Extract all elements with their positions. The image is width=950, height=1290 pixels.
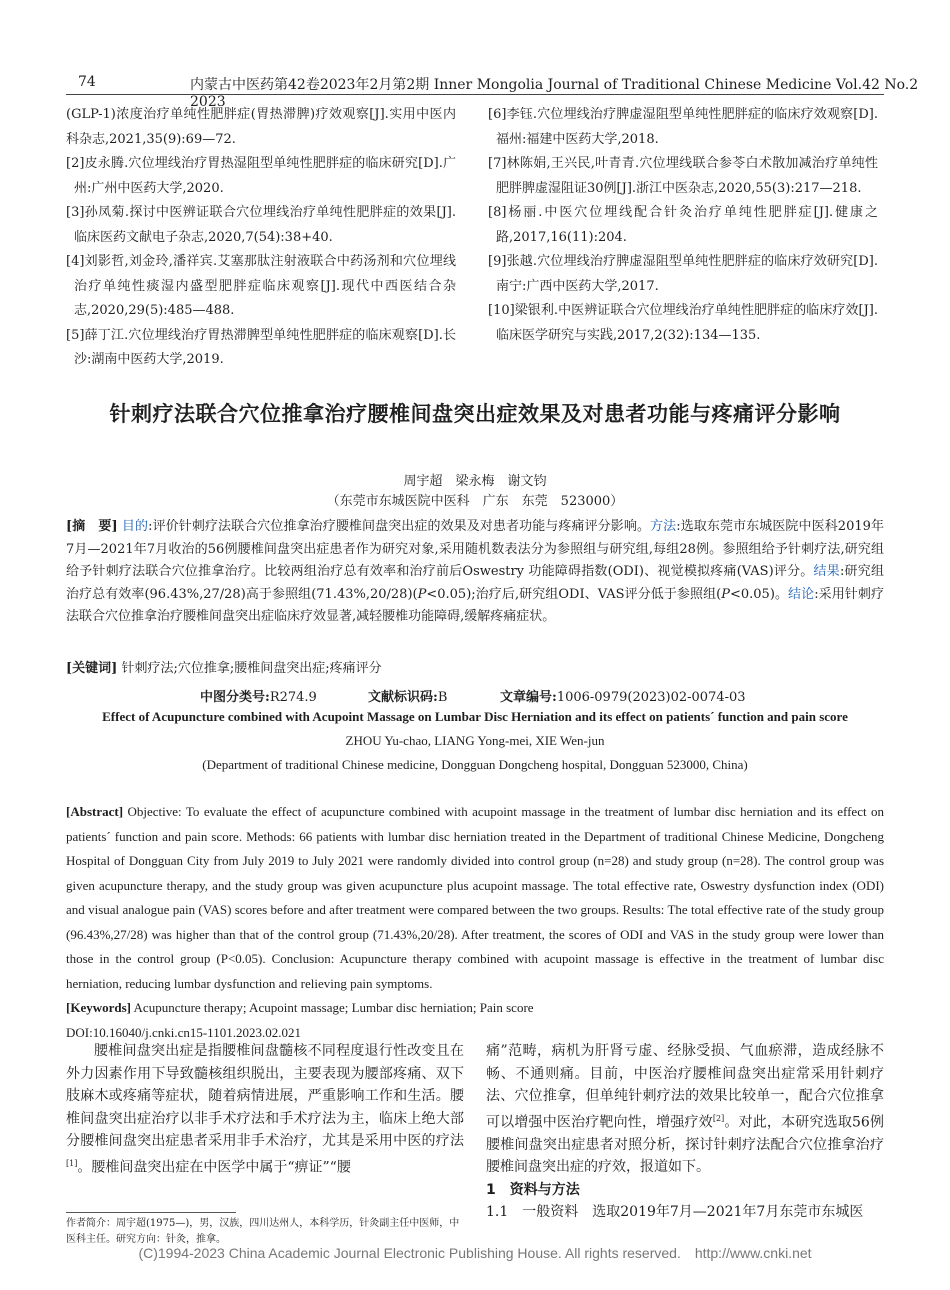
body-text: 痛”范畴，病机为肝肾亏虚、经脉受损、气血瘀滞，造成经脉不畅、不通则痛。目前，中医治疗腰椎间盘突出症常采用针刺疗法、穴位推拿，但单纯针刺疗法的效果比较单一，配合穴位推拿可以增强中医治疗靶向性，增强疗效 — [486, 1043, 884, 1131]
keywords-en-label: [Keywords] — [66, 1000, 131, 1015]
objective-label: 目的 — [121, 519, 149, 534]
doi: DOI:10.16040/j.cnki.cn15-1101.2023.02.021 — [66, 1024, 301, 1040]
citation: [2] — [712, 1113, 725, 1123]
reference-item: [6]李钰.穴位埋线治疗脾虚湿阻型单纯性肥胖症的临床疗效观察[D].福州:福建中医药大学,2018. — [488, 107, 878, 147]
body-text: 腰椎间盘突出症是指腰椎间盘髓核不同程度退行性改变且在外力因素作用下导致髓核组织脱出，主要表现为腰部疼痛、双下肢麻木或疼痛等症状，随着病情进展，严重影响工作和生活。腰椎间盘突出症治疗以非手术疗法和手术疗法为主，临床上绝大部分腰椎间盘突出症患者采用非手术治疗，尤其是采用中医的疗法 — [66, 1043, 464, 1149]
article-title: 针刺疗法联合穴位推拿治疗腰椎间盘突出症效果及对患者功能与疼痛评分影响 — [109, 402, 841, 426]
results-text: <0.05)。 — [729, 586, 789, 602]
reference-item: [7]林陈娟,王兴民,叶青青.穴位埋线联合参苓白术散加减治疗单纯性肥胖脾虚湿阻证30例[J].浙江中医杂志,2020,55(3):217—218. — [488, 156, 878, 196]
clc-number: 中图分类号:R274.9 — [200, 690, 317, 705]
keywords-text: 针刺疗法;穴位推拿;腰椎间盘突出症;疼痛评分 — [121, 661, 382, 676]
reference-item: [5]薛丁江.穴位埋线治疗胃热滞脾型单纯性肥胖症的临床观察[D].长沙:湖南中医药大学,2019. — [66, 327, 456, 367]
conclusion-label: 结论 — [788, 586, 815, 602]
objective-text: :评价针刺疗法联合穴位推拿治疗腰椎间盘突出症的效果及对患者功能与疼痛评分影响。 — [148, 519, 651, 534]
citation: [1] — [66, 1158, 78, 1168]
section-heading: 1 资料与方法 — [486, 1181, 580, 1198]
keywords-cn — [66, 657, 884, 676]
keywords-label: [关键词] — [66, 661, 118, 676]
running-header: 内蒙古中医药第42卷2023年2月第2期 Inner Mongolia Journal of Traditional Chinese Medicine Vol.42 No.2 2023 — [190, 77, 919, 110]
abstract-en-label: [Abstract] — [66, 804, 124, 819]
results-label: 结果 — [813, 564, 840, 579]
affiliation: （东莞市东城医院中医科 广东 东莞 523000） — [326, 494, 624, 509]
reference-item: (GLP-1)浓度治疗单纯性肥胖症(胃热滞脾)疗效观察[J].实用中医内科杂志,2021,35(9):69—72. — [66, 107, 456, 147]
p-symbol: P — [721, 586, 730, 602]
abstract-cn — [66, 516, 884, 629]
body-text: 。对此，本研究选取56例腰椎间盘突出症患者对照分析，探讨针刺疗法配合穴位推拿治疗腰椎间盘突出症的疗效，报道如下。 — [486, 1114, 884, 1176]
article-number: 文章编号:1006-0979(2023)02-0074-03 — [500, 690, 746, 705]
footnote-rule — [66, 1212, 236, 1213]
results-text: <0.05);治疗后,研究组ODI、VAS评分低于参照组( — [426, 586, 722, 602]
body-right — [486, 1040, 884, 1224]
reference-item: [10]梁银利.中医辨证联合穴位埋线治疗单纯性肥胖症的临床疗效[J].临床医学研究与实践,2017,2(32):134—135. — [488, 303, 878, 343]
document-code: 文献标识码:B — [368, 690, 448, 705]
body-text: 。腰椎间盘突出症在中医学中属于“痹证”“腰 — [77, 1159, 351, 1176]
conclusion-text: :采用针刺疗法联合穴位推拿治疗腰椎间盘突出症临床疗效显著,减轻腰椎功能障碍,缓解疼痛症状。 — [66, 586, 884, 624]
reference-item: [3]孙凤菊.探讨中医辨证联合穴位埋线治疗单纯性肥胖症的效果[J].临床医药文献电子杂志,2020,7(54):38+40. — [66, 205, 456, 245]
author-footnote: 作者简介：周宇超(1975—)，男，汉族，四川达州人，本科学历，针灸副主任中医师，中医科主任。研究方向：针灸，推拿。 — [66, 1218, 460, 1245]
keywords-en-text: Acupuncture therapy; Acupoint massage; Lumbar disc herniation; Pain score — [133, 1000, 534, 1015]
page-number: 74 — [78, 74, 96, 90]
body-left — [66, 1040, 464, 1179]
english-affiliation: (Department of traditional Chinese medicine, Dongguan Dongcheng hospital, Dongguan 523000, China) — [202, 757, 748, 772]
reference-item: [2]皮永腾.穴位埋线治疗胃热湿阻型单纯性肥胖症的临床研究[D].广州:广州中医药大学,2020. — [66, 156, 456, 196]
english-authors: ZHOU Yu-chao, LIANG Yong-mei, XIE Wen-jun — [345, 733, 605, 748]
abstract-label: [摘 要] — [66, 519, 118, 534]
reference-item: [4]刘影哲,刘金玲,潘祥宾.艾塞那肽注射液联合中药汤剂和穴位埋线治疗单纯性痰湿内盛型肥胖症临床观察[J].现代中西医结合杂志,2020,29(5):485—488. — [66, 254, 456, 318]
reference-item: [9]张越.穴位埋线治疗脾虚湿阻型单纯性肥胖症的临床疗效研究[D].南宁:广西中医药大学,2017. — [488, 254, 878, 294]
reference-item: [8]杨丽.中医穴位埋线配合针灸治疗单纯性肥胖症[J].健康之路,2017,16(11):204. — [488, 205, 878, 245]
methods-label: 方法 — [650, 519, 677, 534]
p-symbol: P — [417, 586, 427, 602]
methods-text: :选取东莞市东城医院中医科2019年7月—2021年7月收治的56例腰椎间盘突出症患者作为研究对象,采用随机数表法分为参照组与研究组,每组28例。参照组给予针刺疗法,研究组给予针刺疗法联合穴位推拿治疗。比较两组治疗总有效率和治疗前后Oswestry 功能障碍指数(ODI)、视觉模拟疼痛(VAS)评分。 — [66, 519, 884, 579]
copyright-footer: (C)1994-2023 China Academic Journal Electronic Publishing House. All rights reserved. http://www.cnki.net — [138, 1245, 812, 1261]
keywords-en — [66, 996, 884, 1021]
english-title: Effect of Acupuncture combined with Acupoint Massage on Lumbar Disc Herniation and its effect on patients´ function and pain score — [102, 709, 848, 724]
results-text: :研究组治疗总有效率(96.43%,27/28)高于参照组(71.43%,20/28)( — [66, 564, 884, 602]
subsection-text: 1.1 一般资料 选取2019年7月—2021年7月东莞市东城医 — [486, 1204, 864, 1221]
abstract-en — [66, 800, 884, 1045]
header-rule — [66, 94, 884, 95]
authors: 周宇超 梁永梅 谢文钧 — [403, 474, 547, 489]
abstract-en-text: Objective: To evaluate the effect of acupuncture combined with acupoint massage in the treatment of lumbar disc herniation and its effect on patients´ function and pain score. Methods: 66 patients with lumbar disc herniation treated in the Department of traditional Chinese Medicine, Dongcheng Hospital of Dongguan City from July 2019 to July 2021 were randomly divided into control group (n=28) and study group (n=28). The control group was given acupuncture therapy, and the study group was given acupuncture plus acupoint massage. The total effective rate, Oswestry dysfunction index (ODI) and visual analogue pain (VAS) scores before and after treatment were compared between the two groups. Results: The total effective rate of the study group (96.43%,27/28) was higher than that of the control group (71.43%,20/28). After treatment, the scores of ODI and VAS in the study group were lower than those in the control group (P<0.05). Conclusion: Acupuncture therapy combined with acupoint massage is effective in the treatment of lumbar disc herniation, reducing lumbar dysfunction and relieving pain symptoms. — [66, 804, 885, 991]
references-right — [488, 103, 878, 348]
references-left — [66, 103, 456, 373]
